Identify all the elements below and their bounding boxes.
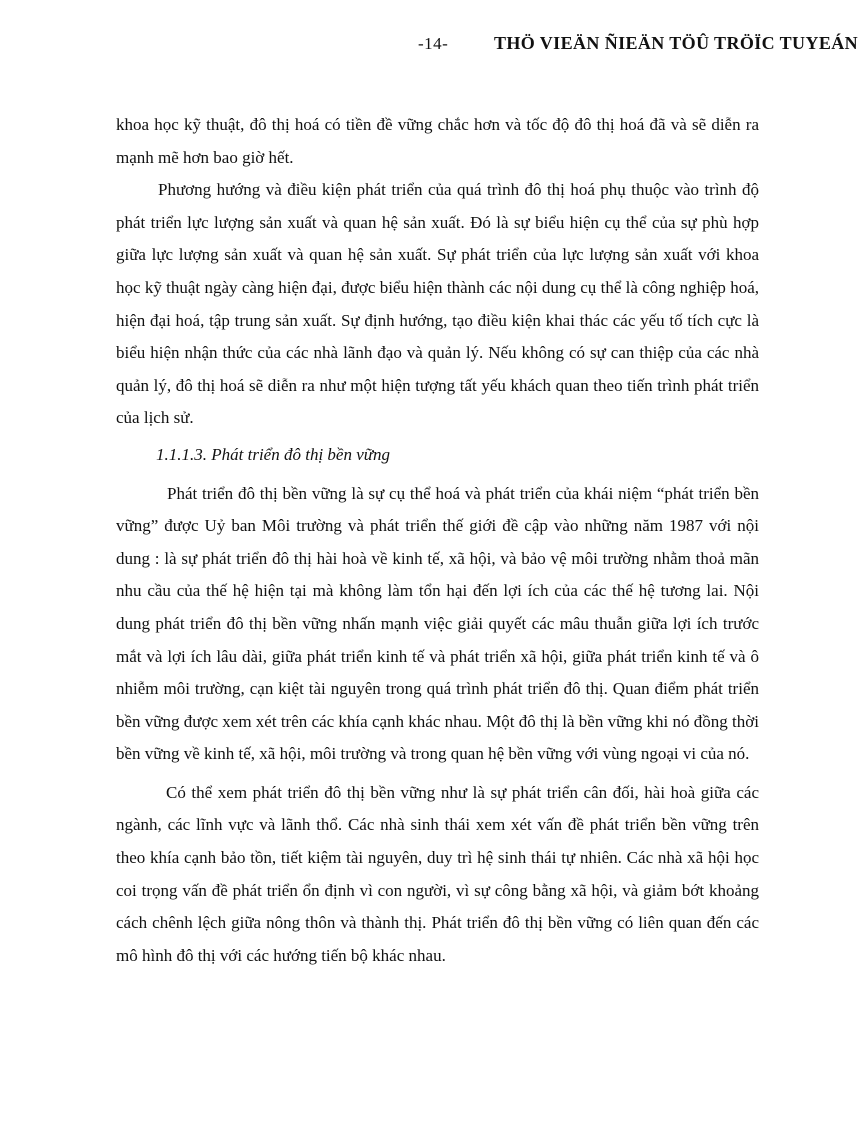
page-header [0,33,858,64]
paragraph-4: Có thể xem phát triển đô thị bền vững như là sự phát triển cân đối, hài hoà giữa các ngành, các lĩnh vực và lãnh thổ. Các nhà sinh thái xem xét vấn đề phát triển bền vững trên theo khía cạnh bảo tồn, tiết kiệm tài nguyên, duy trì hệ sinh thái tự nhiên. Các nhà xã hội học coi trọng vấn đề phát triển ổn định vì con người, vì sự công bằng xã hội, và giảm bớt khoảng cách chênh lệch giữa nông thôn và thành thị. Phát triển đô thị bền vững có liên quan đến các mô hình đô thị với các hướng tiến bộ khác nhau. [116,782,759,965]
paragraph-3: Phát triển đô thị bền vững là sự cụ thể hoá và phát triển của khái niệm “phát triển bền vững” được Uỷ ban Môi trường và phát triển thế giới đề cập vào những năm 1987 với nội dung : là sự phát triển đô thị hài hoà về kinh tế, xã hội, và bảo vệ môi trường nhằm thoả mãn nhu cầu của thế hệ hiện tại mà không làm tổn hại đến lợi ích của các thế hệ tương lai. Nội dung phát triển đô thị bền vững nhấn mạnh việc giải quyết các mâu thuẫn giữa lợi ích trước mắt và lợi ích lâu dài, giữa phát triển kinh tế và phát triển xã hội, giữa phát triển kinh tế và ô nhiễm môi trường, cạn kiệt tài nguyên trong quá trình phát triển đô thị. Quan điểm phát triển bền vững được xem xét trên các khía cạnh khác nhau. Một đô thị là bền vững khi nó đồng thời bền vững về kinh tế, xã hội, môi trường và trong quan hệ bền vững với vùng ngoại vi của nó. [116,483,759,764]
document-body [116,109,759,972]
paragraph-1: khoa học kỹ thuật, đô thị hoá có tiền đề vững chắc hơn và tốc độ đô thị hoá đã và sẽ diễn ra mạnh mẽ hơn bao giờ hết. [116,115,759,167]
running-title: THÖ VIEÄN ÑIEÄN TÖÛ TRÖÏC TUYEÁN [494,33,858,53]
page-number: -14- [418,34,449,53]
paragraph-2: Phương hướng và điều kiện phát triển của quá trình đô thị hoá phụ thuộc vào trình độ phát triển lực lượng sản xuất và quan hệ sản xuất. Đó là sự biểu hiện cụ thể của sự phù hợp giữa lực lượng sản xuất và quan hệ sản xuất. Sự phát triển của lực lượng sản xuất với khoa học kỹ thuật ngày càng hiện đại, được biểu hiện thành các nội dung cụ thể là công nghiệp hoá, hiện đại hoá, tập trung sản xuất. Sự định hướng, tạo điều kiện khai thác các yếu tố tích cực là biểu hiện nhận thức của các nhà lãnh đạo và quản lý. Nếu không có sự can thiệp của các nhà quản lý, đô thị hoá sẽ diễn ra như một hiện tượng tất yếu khách quan theo tiến trình phát triển của lịch sử. [116,180,759,428]
section-heading: 1.1.1.3. Phát triển đô thị bền vững [156,444,391,464]
